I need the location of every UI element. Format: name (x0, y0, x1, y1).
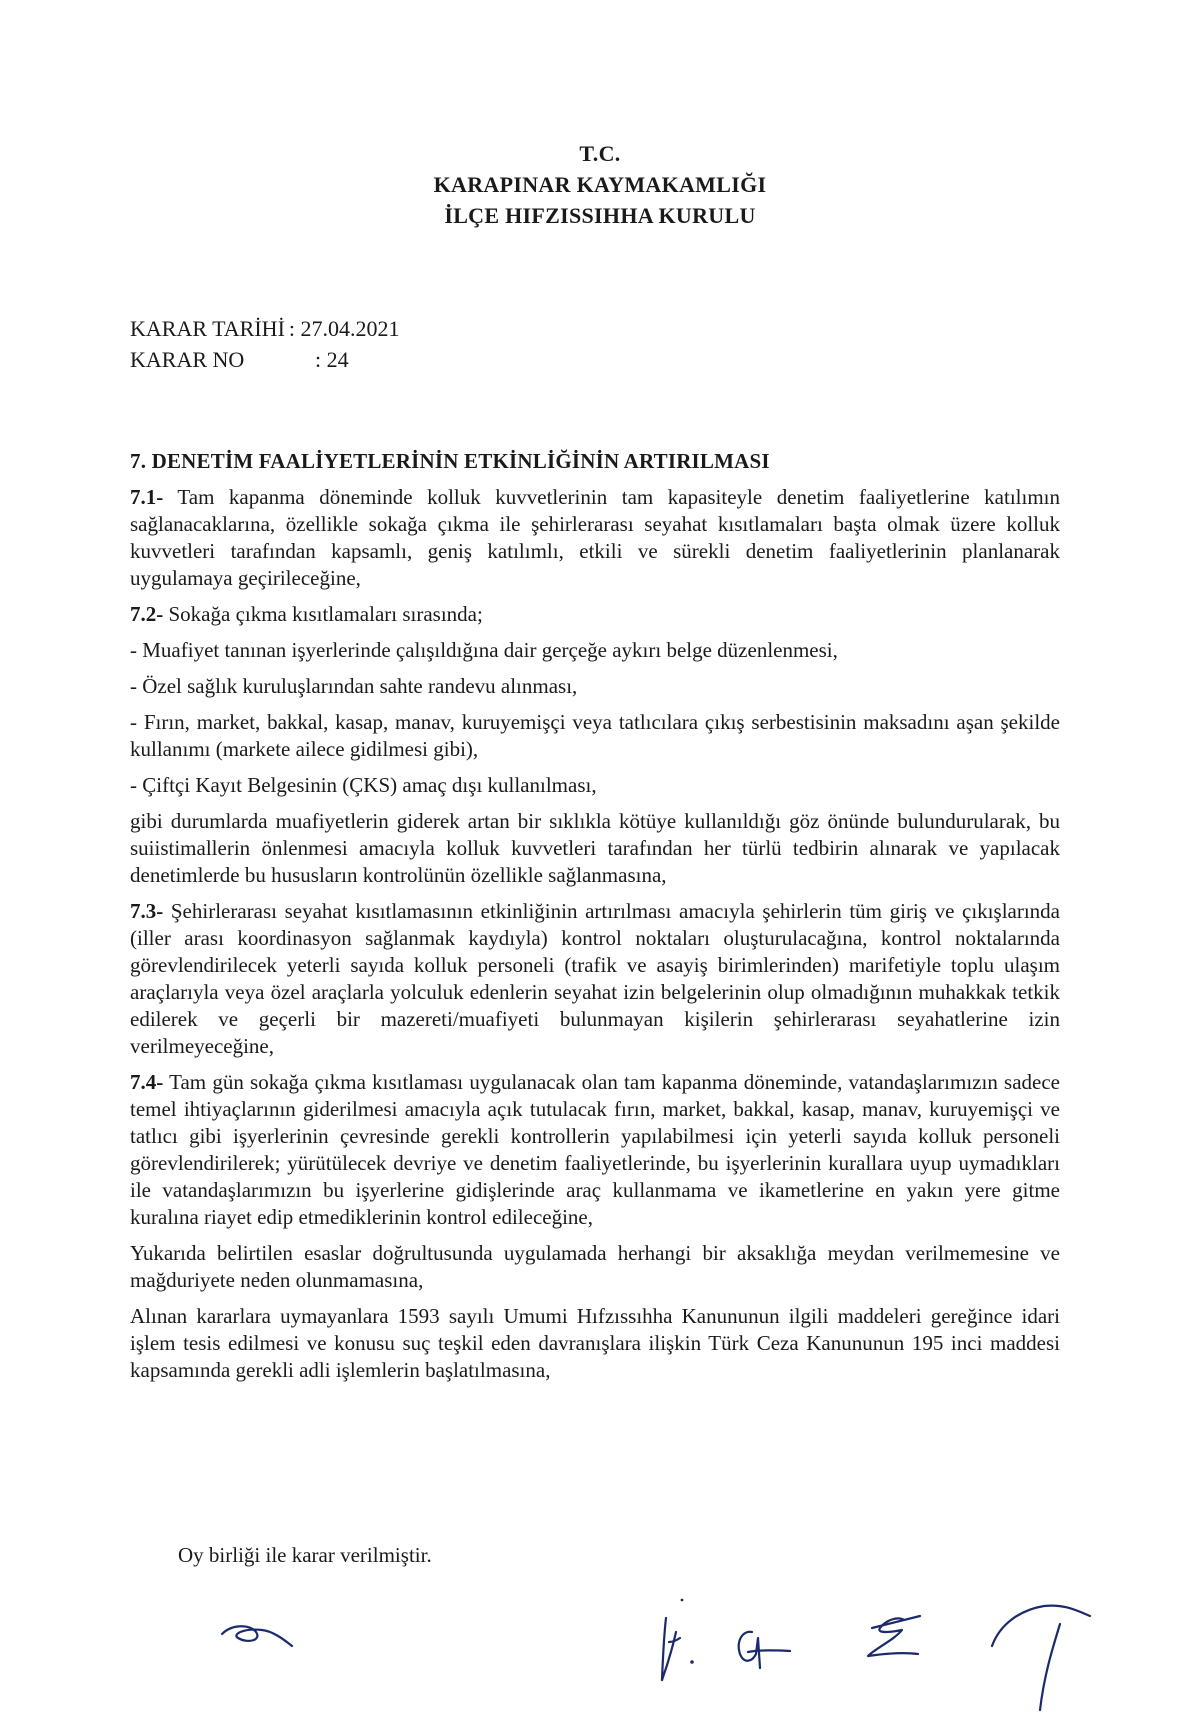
decision-no-value: : 24 (315, 347, 349, 372)
signatures-svg (0, 1580, 1200, 1713)
header-kaymakamlik: KARAPINAR KAYMAKAMLIĞI (433, 172, 767, 197)
paragraph-number: 7.4- (130, 1070, 164, 1094)
decision-no-label: KARAR NO (130, 347, 245, 372)
paragraph-general: Yukarıda belirtilen esaslar doğrultusunda uygulamada herhangi bir aksaklığa meydan verilmemesine ve mağduriyete neden olunmamasına, (130, 1241, 1060, 1292)
list-item: - Fırın, market, bakkal, kasap, manav, kuruyemişçi veya tatlıcılara çıkış serbestisinin maksadını aşan şekilde kullanımı (markete ailece gidilmesi gibi), (130, 710, 1060, 761)
paragraph-text: Sokağa çıkma kısıtlamaları sırasında; (163, 602, 483, 626)
document-header (0, 138, 1200, 231)
paragraph-text: Şehirlerarası seyahat kısıtlamasının etkinliğinin artırılması amacıyla şehirlerin tüm giriş ve çıkışlarında (iller arası koordinasyon sağlanmak kaydıyla) kontrol noktaları oluşturulacağına, kontrol noktalarında görevlendirilecek yeterli sayıda kolluk personeli (trafik ve asayiş birimlerinden) marifetiyle toplu ulaşım araçlarıyla veya özel araçlarla yolculuk edenlerin seyahat izin belgelerinin olup olmadığının muhakkak tetkik edilerek ve geçerli bir mazereti/muafiyeti bulunmayan kişilerin şehirlerarası seyahatlerine izin verilmeyeceğine, (130, 899, 1060, 1058)
decision-meta (130, 313, 400, 375)
signature-dot (690, 1660, 694, 1664)
closing-statement: Oy birliği ile karar verilmiştir. (178, 1543, 432, 1567)
signature-dot (681, 1599, 684, 1602)
signatures (0, 1580, 1200, 1713)
signature-1 (222, 1626, 292, 1646)
paragraph-number: 7.1- (130, 485, 164, 509)
list-item: - Özel sağlık kuruluşlarından sahte randevu alınması, (130, 674, 578, 698)
paragraph-legal: Alınan kararlara uymayanlara 1593 sayılı Umumi Hıfzıssıhha Kanununun ilgili maddeleri gereğince idari işlem tesis edilmesi ve konusu suç teşkil eden davranışlara ilişkin Türk Ceza Kanununun 195 inci maddesi kapsamında gerekli adli işlemlerin başlatılmasına, (130, 1304, 1060, 1382)
list-item: - Muafiyet tanınan işyerlerinde çalışıldığına dair gerçeğe aykırı belge düzenlenmesi, (130, 638, 838, 662)
section-title: 7. DENETİM FAALİYETLERİNİN ETKİNLİĞİNİN ARTIRILMASI (130, 449, 770, 473)
paragraph-7-3 (130, 898, 1060, 1060)
paragraph-text: Tam kapanma döneminde kolluk kuvvetlerinin tam kapasiteyle denetim faaliyetlerine katılımın sağlanacaklarına, özellikle sokağa çıkma ile şehirlerarası seyahat kısıtlamaları başta olmak üzere kolluk kuvvetleri tarafından kapsamlı, geniş katılımlı, etkili ve sürekli denetim faaliyetlerinin planlanarak uygulamaya geçirileceğine, (130, 485, 1060, 590)
paragraph-number: 7.2- (130, 602, 164, 626)
decision-date-label: KARAR TARİHİ (130, 316, 285, 341)
header-kurul: İLÇE HIFZISSIHHA KURULU (444, 203, 756, 228)
signature-2 (662, 1599, 694, 1680)
paragraph-7-2-end: gibi durumlarda muafiyetlerin giderek artan bir sıklıkla kötüye kullanıldığı göz önünde bulundurularak, bu suiistimallerin önlenmesi amacıyla kolluk kuvvetleri tarafından her türlü tedbirin alınarak ve yapılacak denetimlerde bu hususların kontrolünün özellikle sağlanmasına, (130, 809, 1060, 887)
paragraph-7-1 (130, 484, 1060, 592)
signature-4 (868, 1616, 920, 1656)
list-item: - Çiftçi Kayıt Belgesinin (ÇKS) amaç dışı kullanılması, (130, 773, 597, 797)
decision-date-row (130, 313, 400, 344)
paragraph-7-2 (130, 601, 1060, 628)
signature-5 (992, 1606, 1090, 1710)
signature-3 (739, 1632, 790, 1668)
paragraph-number: 7.3- (130, 899, 164, 923)
decision-no-row (130, 344, 400, 375)
document-body (130, 448, 1060, 1393)
paragraph-text: Tam gün sokağa çıkma kısıtlaması uygulanacak olan tam kapanma döneminde, vatandaşlarımızın sadece temel ihtiyaçlarının giderilmesi amacıyla açık tutulacak fırın, market, bakkal, kasap, manav, kuruyemişçi ve tatlıcı gibi işyerlerinin çevresinde gerekli kontrollerin yapılabilmesi için yeterli sayıda kolluk personeli görevlendirilerek; yürütülecek devriye ve denetim faaliyetlerinde, bu işyerlerinin kurallara uyup uymadıkları ile vatandaşlarımızın bu işyerlerine gidişlerinde araç kullanmama ve ikametlerine en yakın yere gitme kuralına riayet edip etmediklerinin kontrol edileceğine, (130, 1070, 1060, 1229)
paragraph-7-4 (130, 1069, 1060, 1231)
header-tc: T.C. (579, 141, 621, 166)
decision-date-value: : 27.04.2021 (288, 316, 400, 341)
